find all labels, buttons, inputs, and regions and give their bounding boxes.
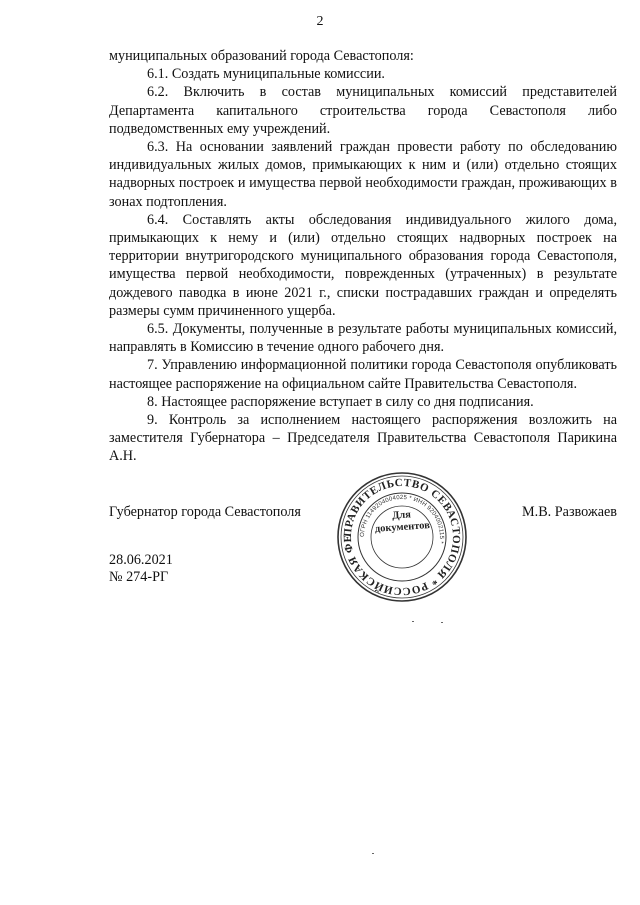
seal-caption-line-1: Для [391,509,412,522]
paragraph-intro: муниципальных образований города Севастополя: [109,48,414,64]
paragraph-7: 7. Управлению информационной политики города Севастополя опубликовать настоящее распоряжение на официальном сайте Правительства Севастополя. [109,357,617,392]
scan-speck [372,853,374,854]
document-date: 28.06.2021 [109,552,173,568]
document-body [109,47,617,466]
seal-caption-line-2: документов [374,520,431,535]
signer-name: М.В. Развожаев [522,504,617,520]
paragraph-6-2: 6.2. Включить в состав муниципальных комиссий представителей Департамента капитального строительства города Севастополя либо подведомственных ему учреждений. [109,84,617,137]
seal-outer-text: ПРАВИТЕЛЬСТВО СЕВАСТОПОЛЯ * РОССИЙСКАЯ ФЕ [341,476,463,598]
scan-speck [441,622,443,623]
paragraph-6-1: 6.1. Создать муниципальные комиссии. [147,66,385,83]
paragraph-8: 8. Настоящее распоряжение вступает в силу со дня подписания. [147,393,534,410]
document-number: № 274-РГ [109,569,169,585]
paragraph-9: 9. Контроль за исполнением настоящего распоряжения возложить на заместителя Губернатора – Председателя Правительства Севастополя Парикина А.Н. [109,412,617,465]
paragraph-6-5: 6.5. Документы, полученные в результате работы муниципальных комиссий, направлять в Комиссию в течение одного рабочего дня. [109,321,617,356]
official-seal [335,470,469,604]
paragraph-6-3: 6.3. На основании заявлений граждан провести работу по обследованию индивидуальных жилых домов, примыкающих к ним и (или) отдельно стоящих надворных построек и имущества первой необходимости граждан, проживающих в зонах подтопления. [109,139,617,210]
page-number: 2 [316,14,324,29]
scan-speck [412,621,414,622]
signer-title: Губернатор города Севастополя [109,504,301,520]
paragraph-6-4: 6.4. Составлять акты обследования индивидуального жилого дома, примыкающих к нему и (или) отдельно стоящих надворных построек на территории внутригородского муниципального образования города Севастополя, имущества первой необходимости, поврежденных (утраченных) в результате дождевого паводка в июне 2021 г., списки пострадавших граждан и определять размеры сумм причиненного ущерба. [109,211,617,319]
seal-inner-text: ОГРН 1149204004025 * ИНН 9204002115 * [359,494,445,545]
